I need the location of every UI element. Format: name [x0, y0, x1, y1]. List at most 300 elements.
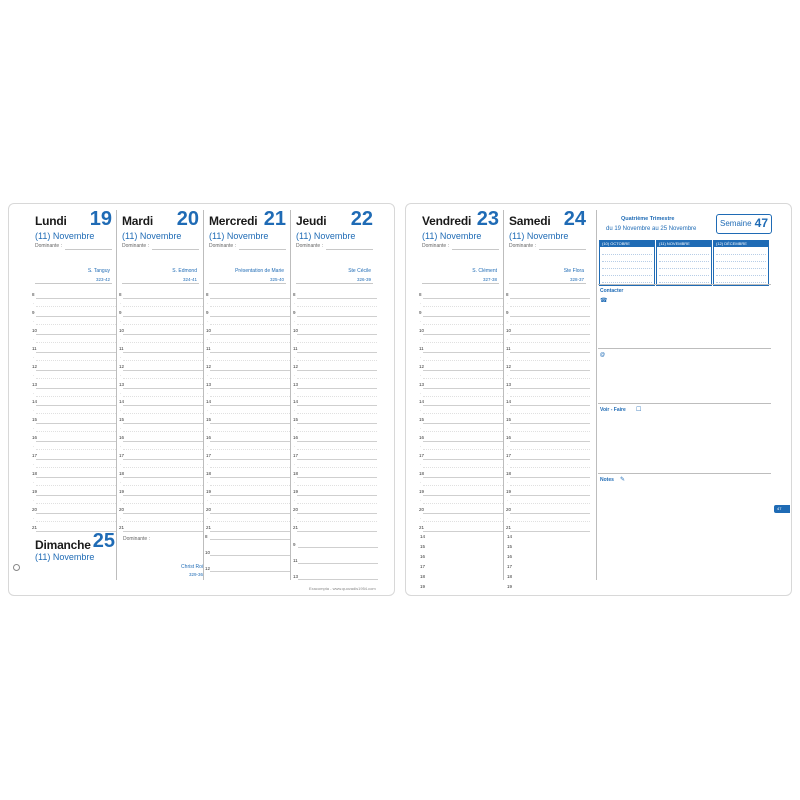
hour-label: 12 [206, 363, 212, 369]
hour-line[interactable] [123, 405, 203, 406]
half-hour-line[interactable] [123, 306, 203, 307]
hour-line[interactable] [297, 423, 377, 424]
half-hour-line[interactable] [123, 521, 203, 522]
hour-label: 19 [293, 488, 299, 494]
half-hour-line[interactable] [36, 485, 116, 486]
half-hour-line[interactable] [423, 413, 503, 414]
half-hour-mark: · [207, 372, 209, 378]
half-hour-mark: · [120, 497, 122, 503]
hour-line[interactable] [297, 513, 377, 514]
hour-line[interactable] [210, 459, 290, 460]
hour-label: 21 [419, 524, 425, 530]
hour-line[interactable] [423, 477, 503, 478]
week-badge [716, 214, 772, 234]
hour-label: 10 [32, 327, 38, 333]
half-hour-line[interactable] [297, 431, 377, 432]
half-hour-mark: · [120, 462, 122, 468]
half-hour-line[interactable] [510, 431, 590, 432]
hour-line[interactable] [423, 423, 503, 424]
half-hour-line[interactable] [510, 378, 590, 379]
hour-line[interactable] [297, 459, 377, 460]
half-hour-line[interactable] [123, 485, 203, 486]
hour-label: 13 [293, 574, 299, 579]
hour-line[interactable] [210, 405, 290, 406]
mini-calendar[interactable] [599, 240, 655, 286]
hour-line[interactable] [297, 495, 377, 496]
hour-label: 20 [293, 506, 299, 512]
hour-line[interactable] [123, 370, 203, 371]
day-name: Mercredi [209, 214, 258, 228]
hour-line[interactable] [510, 298, 590, 299]
half-hour-line[interactable] [510, 485, 590, 486]
half-hour-mark: · [507, 426, 509, 432]
hour-label: 9 [32, 309, 35, 315]
half-hour-line[interactable] [510, 306, 590, 307]
hour-label: 19 [419, 488, 425, 494]
week-number: 47 [754, 216, 768, 230]
half-hour-line[interactable] [423, 342, 503, 343]
dominante-line[interactable] [152, 249, 199, 250]
half-hour-line[interactable] [123, 449, 203, 450]
hour-line[interactable] [123, 298, 203, 299]
hour-line[interactable] [36, 388, 116, 389]
hour-line[interactable] [36, 495, 116, 496]
saint-name: S. Tanguy [87, 268, 110, 274]
hour-line[interactable] [210, 423, 290, 424]
hour-line[interactable] [36, 405, 116, 406]
checklist-icon: ☐ [636, 407, 642, 413]
hour-line[interactable] [298, 547, 378, 548]
half-hour-mark: · [207, 408, 209, 414]
half-hour-line[interactable] [36, 503, 116, 504]
day-number: 23 [476, 208, 499, 230]
hour-line[interactable] [510, 477, 590, 478]
hour-line[interactable] [510, 531, 590, 532]
half-hour-line[interactable] [36, 396, 116, 397]
hour-line[interactable] [210, 388, 290, 389]
day-name: Jeudi [296, 214, 327, 228]
hour-label: 8 [205, 534, 208, 539]
half-hour-line[interactable] [36, 449, 116, 450]
hour-line[interactable] [297, 388, 377, 389]
half-hour-line[interactable] [36, 431, 116, 432]
half-hour-mark: · [207, 480, 209, 485]
hour-label: 16 [206, 435, 212, 441]
hour-line[interactable] [210, 495, 290, 496]
half-hour-mark: · [33, 515, 35, 521]
hour-label: 8 [419, 292, 422, 297]
half-hour-line[interactable] [510, 324, 590, 325]
hour-label: 15 [293, 417, 299, 423]
half-hour-mark: · [420, 515, 422, 521]
hour-line[interactable] [210, 539, 290, 540]
half-hour-line[interactable] [210, 521, 290, 522]
day-of-year: 323-42 [95, 277, 110, 282]
half-hour-line[interactable] [210, 306, 290, 307]
half-hour-line[interactable] [297, 485, 377, 486]
half-hour-line[interactable] [123, 503, 203, 504]
hour-label: 15 [419, 417, 425, 423]
hour-line[interactable] [423, 352, 503, 353]
half-hour-line[interactable] [423, 431, 503, 432]
hour-line[interactable] [423, 334, 503, 335]
hour-line[interactable] [123, 352, 203, 353]
hour-line[interactable] [36, 352, 116, 353]
half-hour-line[interactable] [210, 449, 290, 450]
hour-label: 16 [32, 435, 38, 441]
half-hour-mark: · [294, 515, 296, 521]
hour-label: 12 [119, 363, 125, 369]
half-hour-line[interactable] [297, 467, 377, 468]
half-hour-mark: · [207, 301, 209, 306]
half-hour-line[interactable] [297, 449, 377, 450]
hour-line[interactable] [510, 441, 590, 442]
hour-label: 8 [293, 292, 296, 297]
hour-label: 17 [506, 453, 512, 459]
half-hour-mark: · [294, 354, 296, 360]
half-hour-line[interactable] [510, 521, 590, 522]
hour-line[interactable] [297, 405, 377, 406]
hour-line[interactable] [297, 352, 377, 353]
hour-line[interactable] [510, 334, 590, 335]
column-separator [290, 210, 291, 580]
hour-label: 11 [293, 558, 298, 563]
hour-label: 12 [419, 363, 425, 369]
dominante-line[interactable] [539, 249, 586, 250]
hour-label: 10 [206, 327, 212, 333]
week-label: Semaine [720, 219, 752, 228]
hour-label: 15 [420, 544, 426, 549]
half-hour-line[interactable] [423, 449, 503, 450]
hour-line[interactable] [423, 495, 503, 496]
hour-line[interactable] [297, 316, 377, 317]
day-name: Samedi [509, 214, 551, 228]
hour-line[interactable] [510, 423, 590, 424]
half-hour-line[interactable] [123, 342, 203, 343]
hour-line[interactable] [123, 477, 203, 478]
half-hour-line[interactable] [123, 324, 203, 325]
half-hour-line[interactable] [510, 449, 590, 450]
hour-line[interactable] [297, 298, 377, 299]
half-hour-line[interactable] [210, 378, 290, 379]
hour-line[interactable] [297, 370, 377, 371]
half-hour-line[interactable] [297, 342, 377, 343]
hour-label: 11 [419, 345, 424, 351]
half-hour-mark: · [294, 372, 296, 378]
saint-name: Ste Flora [563, 268, 584, 274]
hour-line[interactable] [36, 316, 116, 317]
hour-label: 11 [119, 345, 124, 351]
half-hour-line[interactable] [123, 413, 203, 414]
hour-line[interactable] [210, 370, 290, 371]
half-hour-line[interactable] [423, 396, 503, 397]
day-of-year: 326-39 [356, 277, 371, 282]
half-hour-mark: · [420, 318, 422, 324]
hour-label: 13 [206, 381, 212, 387]
day-number: 22 [350, 208, 373, 230]
hour-label: 20 [419, 506, 425, 512]
half-hour-line[interactable] [36, 413, 116, 414]
hour-label: 14 [206, 399, 212, 405]
hour-label: 16 [420, 554, 426, 559]
half-hour-line[interactable] [210, 342, 290, 343]
hour-line[interactable] [123, 316, 203, 317]
half-hour-line[interactable] [36, 360, 116, 361]
hour-line[interactable] [510, 459, 590, 460]
column-separator [203, 210, 204, 580]
half-hour-line[interactable] [423, 521, 503, 522]
half-hour-line[interactable] [210, 431, 290, 432]
half-hour-line[interactable] [210, 485, 290, 486]
half-hour-line[interactable] [510, 413, 590, 414]
half-hour-line[interactable] [297, 413, 377, 414]
dominante-label: Dominante : [122, 243, 149, 249]
half-hour-line[interactable] [423, 503, 503, 504]
hour-label: 12 [205, 566, 211, 571]
week-tab-label: 47 [777, 506, 782, 511]
half-hour-line[interactable] [297, 324, 377, 325]
half-hour-line[interactable] [423, 378, 503, 379]
day-name: Dimanche [35, 538, 91, 552]
hour-line[interactable] [210, 441, 290, 442]
day-column [505, 204, 590, 594]
hour-line[interactable] [510, 316, 590, 317]
hour-line[interactable] [298, 579, 378, 580]
hour-label: 17 [119, 453, 125, 459]
half-hour-line[interactable] [510, 396, 590, 397]
hour-line[interactable] [210, 555, 290, 556]
hour-label: 20 [206, 506, 212, 512]
half-hour-line[interactable] [123, 378, 203, 379]
hour-line[interactable] [210, 513, 290, 514]
half-hour-mark: · [420, 480, 422, 485]
hour-label: 8 [506, 292, 509, 297]
hour-label: 17 [507, 564, 513, 569]
half-hour-line[interactable] [123, 431, 203, 432]
dominante-label: Dominante : [509, 243, 536, 249]
hour-line[interactable] [210, 571, 290, 572]
half-hour-line[interactable] [423, 485, 503, 486]
half-hour-line[interactable] [123, 360, 203, 361]
half-hour-line[interactable] [510, 467, 590, 468]
half-hour-line[interactable] [210, 503, 290, 504]
half-hour-mark: · [507, 372, 509, 378]
hour-line[interactable] [423, 441, 503, 442]
hour-line[interactable] [423, 459, 503, 460]
mini-calendar[interactable] [656, 240, 712, 286]
hour-label: 19 [206, 488, 212, 494]
hour-line[interactable] [510, 513, 590, 514]
half-hour-line[interactable] [297, 396, 377, 397]
half-hour-mark: · [294, 336, 296, 342]
column-separator [503, 210, 504, 580]
half-hour-line[interactable] [297, 306, 377, 307]
hour-label: 19 [507, 584, 513, 589]
hour-line[interactable] [210, 316, 290, 317]
half-hour-line[interactable] [210, 396, 290, 397]
half-hour-line[interactable] [210, 360, 290, 361]
hour-line[interactable] [297, 334, 377, 335]
hour-line[interactable] [510, 352, 590, 353]
dominante-label: Dominante : [296, 243, 323, 249]
section-3[interactable] [598, 473, 771, 584]
half-hour-mark: · [294, 444, 296, 450]
dominante-line[interactable] [452, 249, 499, 250]
half-hour-line[interactable] [36, 306, 116, 307]
hour-line[interactable] [210, 477, 290, 478]
half-hour-mark: · [120, 444, 122, 450]
hour-line[interactable] [36, 513, 116, 514]
phone-icon: ☎ [600, 298, 608, 304]
half-hour-mark: · [507, 480, 509, 485]
half-hour-mark: · [507, 408, 509, 414]
dominante-line[interactable] [326, 249, 373, 250]
week-tab[interactable] [774, 505, 790, 513]
hour-line[interactable] [297, 441, 377, 442]
hour-line[interactable] [423, 370, 503, 371]
half-hour-line[interactable] [210, 467, 290, 468]
hour-label: 16 [293, 435, 299, 441]
half-hour-mark: · [33, 480, 35, 485]
dominante-label: Dominante : [422, 243, 449, 249]
hour-label: 8 [119, 292, 122, 297]
hour-line[interactable] [123, 423, 203, 424]
half-hour-line[interactable] [297, 521, 377, 522]
half-hour-line[interactable] [210, 324, 290, 325]
hour-line[interactable] [36, 334, 116, 335]
half-hour-mark: · [33, 372, 35, 378]
section-1[interactable] [598, 348, 771, 404]
hour-line[interactable] [423, 531, 503, 532]
hour-line[interactable] [36, 298, 116, 299]
hour-line[interactable] [123, 495, 203, 496]
half-hour-line[interactable] [36, 378, 116, 379]
hour-line[interactable] [36, 477, 116, 478]
hour-label: 15 [506, 417, 512, 423]
half-hour-mark: · [507, 444, 509, 450]
hour-line[interactable] [297, 477, 377, 478]
hour-line[interactable] [423, 405, 503, 406]
hour-line[interactable] [510, 388, 590, 389]
half-hour-line[interactable] [510, 503, 590, 504]
half-hour-line[interactable] [510, 342, 590, 343]
hour-line[interactable] [510, 405, 590, 406]
hour-label: 15 [32, 417, 38, 423]
half-hour-mark: · [33, 390, 35, 396]
hour-line[interactable] [510, 370, 590, 371]
half-hour-line[interactable] [297, 360, 377, 361]
hour-label: 9 [419, 309, 422, 315]
hour-line[interactable] [123, 459, 203, 460]
saint-line [509, 283, 586, 284]
half-hour-line[interactable] [36, 324, 116, 325]
hour-label: 20 [32, 506, 38, 512]
sunday-block [31, 526, 119, 586]
mini-calendar-grid [714, 247, 768, 284]
hour-line[interactable] [298, 563, 378, 564]
half-hour-mark: · [507, 515, 509, 521]
hour-line[interactable] [423, 298, 503, 299]
hour-label: 16 [419, 435, 425, 441]
day-number: 20 [176, 208, 199, 230]
half-hour-line[interactable] [123, 396, 203, 397]
hour-line[interactable] [123, 388, 203, 389]
mini-calendar[interactable] [713, 240, 769, 286]
hour-label: 9 [206, 309, 209, 315]
hour-label: 8 [206, 292, 209, 297]
half-hour-line[interactable] [36, 467, 116, 468]
day-month: (11) Novembre [122, 231, 182, 241]
hour-line[interactable] [510, 495, 590, 496]
hour-label: 13 [32, 381, 38, 387]
half-hour-mark: · [207, 354, 209, 360]
hour-line[interactable] [123, 513, 203, 514]
half-hour-mark: · [120, 515, 122, 521]
hour-line[interactable] [210, 298, 290, 299]
hour-line[interactable] [36, 423, 116, 424]
saint-name: Présentation de Marie [235, 268, 284, 274]
hour-label: 18 [420, 574, 426, 579]
hour-line[interactable] [123, 334, 203, 335]
half-hour-line[interactable] [423, 324, 503, 325]
column-separator [116, 210, 117, 580]
day-name: Vendredi [422, 214, 472, 228]
hour-line[interactable] [210, 352, 290, 353]
sunday-hours [205, 526, 385, 586]
saint-line [422, 283, 499, 284]
hour-line[interactable] [36, 441, 116, 442]
hour-label: 16 [506, 435, 512, 441]
hour-label: 21 [506, 524, 512, 530]
hour-line[interactable] [423, 513, 503, 514]
half-hour-line[interactable] [423, 306, 503, 307]
hour-line[interactable] [210, 334, 290, 335]
half-hour-mark: · [294, 301, 296, 306]
half-hour-line[interactable] [297, 378, 377, 379]
section-2[interactable] [598, 403, 771, 474]
hour-label: 19 [420, 584, 426, 589]
hour-line[interactable] [423, 316, 503, 317]
hour-line[interactable] [36, 459, 116, 460]
hour-label: 15 [119, 417, 125, 423]
hour-label: 21 [206, 524, 212, 530]
half-hour-line[interactable] [123, 467, 203, 468]
half-hour-line[interactable] [210, 413, 290, 414]
hour-label: 11 [206, 345, 211, 351]
dominante-line[interactable] [239, 249, 286, 250]
half-hour-mark: · [33, 301, 35, 306]
saint-line [35, 283, 112, 284]
mini-calendar-grid [657, 247, 711, 284]
hour-line[interactable] [423, 388, 503, 389]
day-number: 21 [263, 208, 286, 230]
half-hour-line[interactable] [510, 360, 590, 361]
saint-line [296, 283, 373, 284]
hour-line[interactable] [123, 441, 203, 442]
hour-label: 11 [32, 345, 37, 351]
half-hour-line[interactable] [36, 342, 116, 343]
section-0[interactable] [598, 284, 771, 349]
dominante-line[interactable] [65, 249, 112, 250]
half-hour-line[interactable] [423, 360, 503, 361]
hour-line[interactable] [36, 370, 116, 371]
saint-line [122, 283, 199, 284]
half-hour-line[interactable] [36, 521, 116, 522]
half-hour-mark: · [33, 462, 35, 468]
half-hour-line[interactable] [423, 467, 503, 468]
half-hour-line[interactable] [297, 503, 377, 504]
hour-label: 14 [419, 399, 425, 405]
